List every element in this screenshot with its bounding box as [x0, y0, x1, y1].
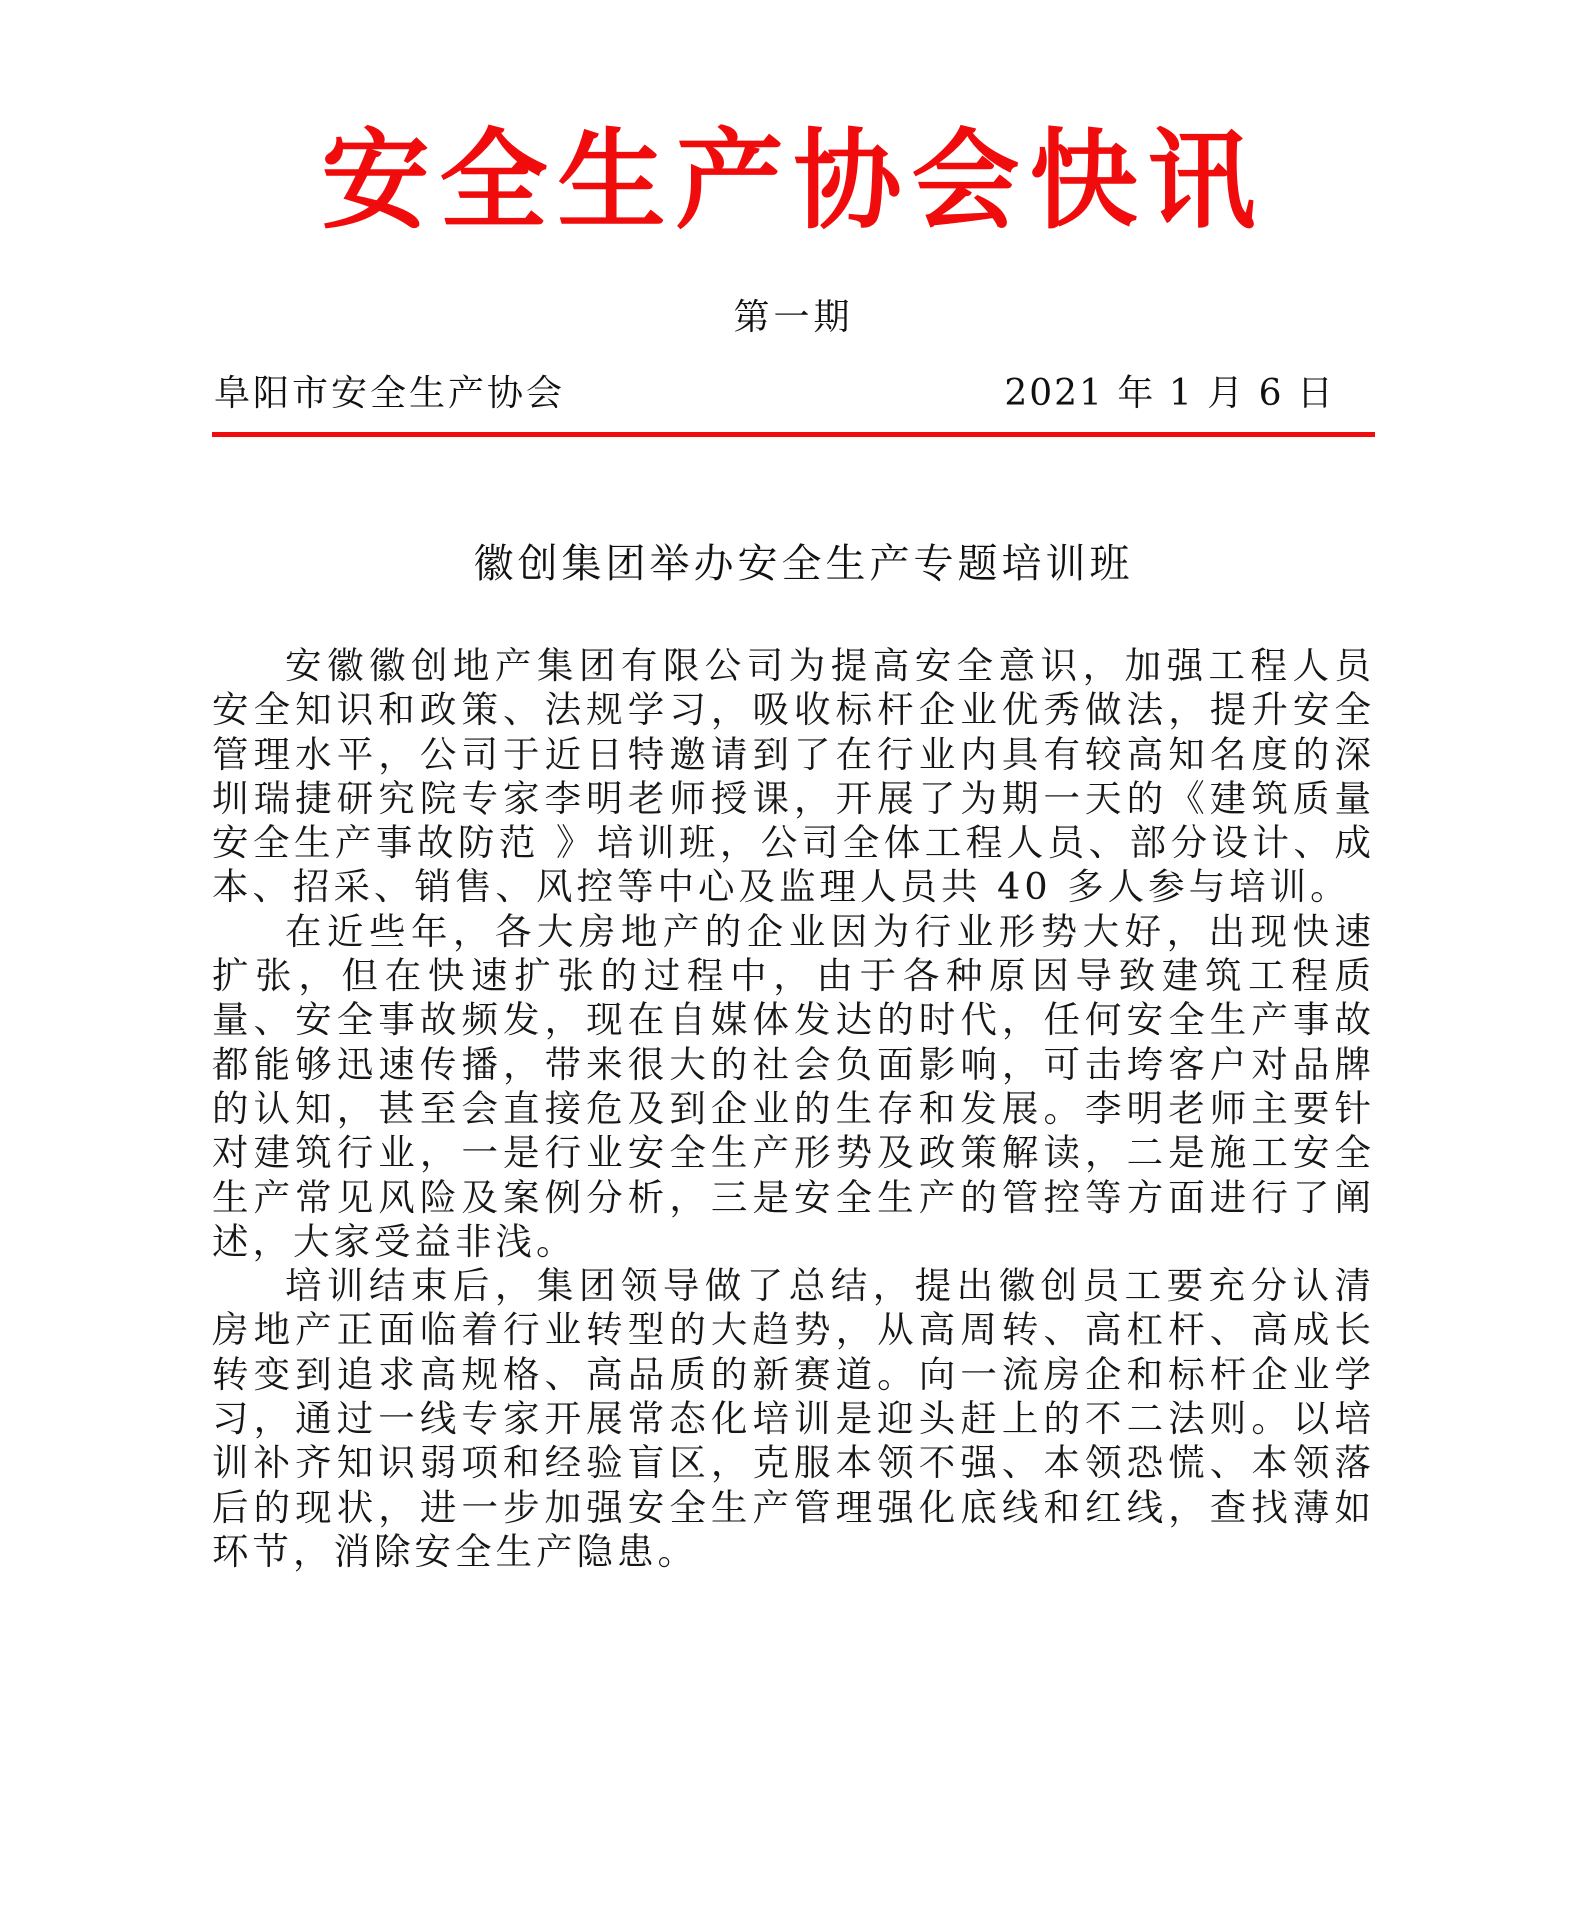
issue-number: 第一期: [733, 297, 854, 338]
article-paragraph-1: 安徽徽创地产集团有限公司为提高安全意识，加强工程人员安全知识和政策、法规学习，吸收标杆企业优秀做法，提升安全管理水平，公司于近日特邀请到了在行业内具有较高知名度的深圳瑞捷研究院专家李明老师授课，开展了为期一天的《建筑质量安全生产事故防范 》培训班，公司全体工程人员、部分设计、成本、招采、销售、风控等中心及监理人员共 40 多人参与培训。: [212, 644, 1375, 909]
masthead-meta-row: [212, 372, 1375, 416]
masthead-title: 安全生产协会快讯: [321, 119, 1266, 244]
issuer-name: 阜阳市安全生产协会: [214, 373, 566, 414]
article-body: [212, 644, 1375, 1574]
issue-date: 2021 年 1 月 6 日: [1004, 373, 1335, 414]
article-title: 徽创集团举办安全生产专题培训班: [473, 541, 1134, 587]
article-paragraph-2: 在近些年，各大房地产的企业因为行业形势大好，出现快速扩张，但在快速扩张的过程中，由于各种原因导致建筑工程质量、安全事故频发，现在自媒体发达的时代，任何安全生产事故都能够迅速传播，带来很大的社会负面影响，可击垮客户对品牌的认知，甚至会直接危及到企业的生存和发展。李明老师主要针对建筑行业，一是行业安全生产形势及政策解读，二是施工安全生产常见风险及案例分析，三是安全生产的管控等方面进行了阐述，大家受益非浅。: [212, 909, 1375, 1263]
article-paragraph-3: 培训结束后，集团领导做了总结，提出徽创员工要充分认清房地产正面临着行业转型的大趋势，从高周转、高杠杆、高成长转变到追求高规格、高品质的新赛道。向一流房企和标杆企业学习，通过一线专家开展常态化培训是迎头赶上的不二法则。以培训补齐知识弱项和经验盲区，克服本领不强、本领恐慌、本领落后的现状，进一步加强安全生产管理强化底线和红线，查找薄如环节，消除安全生产隐患。: [212, 1264, 1375, 1573]
masthead-divider: [212, 432, 1375, 437]
